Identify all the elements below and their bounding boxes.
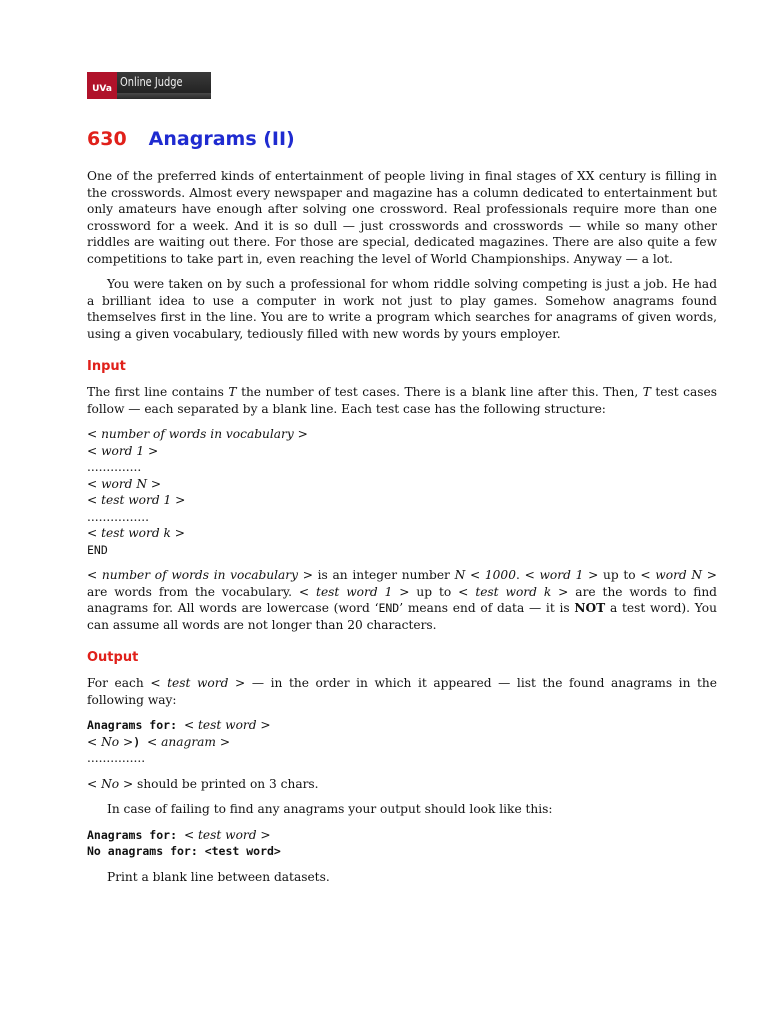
structure-line: < word N > (87, 476, 162, 491)
problem-title: Anagrams (II) (148, 128, 295, 150)
format-line: No anagrams for: <test word> (87, 844, 281, 858)
intro-paragraph-2: You were taken on by such a professional for whom riddle solving competing is just a job. He had a brilliant idea to use a computer in work not just to play games. Somehow anagrams found themselves first in the line. You are to write a program which searches for anagrams of given words, using a given vocabulary, tediously filled with new words by yours employer. (87, 277, 717, 341)
failure-format (87, 827, 717, 860)
format-line: Anagrams for: < test word > (87, 718, 271, 732)
output-paragraph-1: For each < test word > — in the order in which it appeared — list the found anagrams in the following way: (87, 676, 717, 707)
structure-line: < test word k > (87, 526, 185, 540)
structure-line: END (87, 542, 108, 557)
output-paragraph-4: Print a blank line between datasets. (107, 869, 330, 884)
input-structure (87, 426, 717, 558)
structure-line: .............. (87, 460, 142, 474)
structure-line: < test word 1 > (87, 493, 186, 507)
format-line: ............... (87, 751, 146, 765)
logo-strip (117, 93, 211, 99)
problem-number: 630 (87, 128, 127, 150)
input-paragraph-2: < number of words in vocabulary > is an integer number N < 1000. < word 1 > up to < word N > are words from the vocabulary. < test word 1 > up to < test word k > are the words to find anagrams for. All words are lowercase (word ‘END’ means end of data — it is NOT a test word). You can assume all words are not longer than 20 characters. (87, 568, 718, 632)
format-line: Anagrams for: < test word > (87, 827, 271, 842)
format-line: < No >) < anagram > (87, 734, 231, 749)
uva-online-judge-logo[interactable] (87, 72, 211, 99)
output-format (87, 717, 717, 767)
structure-line: < word 1 > (87, 443, 159, 458)
structure-line: < number of words in vocabulary > (87, 427, 308, 441)
problem-body (87, 168, 717, 885)
structure-line: ................ (87, 509, 149, 524)
output-paragraph-3: In case of failing to find any anagrams your output should look like this: (107, 802, 553, 816)
output-heading: Output (87, 650, 139, 665)
intro-paragraph-1: One of the preferred kinds of entertainment of people living in final stages of XX century is filling in the crosswords. Almost every newspaper and magazine has a column dedicated to entertainment but only amateurs have enough after solving one crossword. Real professionals require more than one crossword for a week. And it is so dull — just crosswords and crosswords — while so many other riddles are waiting out there. For those are special, dedicated magazines. There are also quite a few competitions to take part in, even reaching the level of World Championships. Anyway — a lot. (87, 169, 717, 266)
page-title (87, 128, 295, 150)
logo-name: Online Judge (120, 75, 183, 89)
input-heading: Input (87, 359, 126, 374)
input-paragraph-1: The first line contains T the number of test cases. There is a blank line after this. Then, T test cases follow — each separated by a blank line. Each test case has the following structure: (87, 385, 717, 416)
output-paragraph-2: < No > should be printed on 3 chars. (87, 776, 319, 791)
uva-badge: UVa (87, 72, 117, 99)
